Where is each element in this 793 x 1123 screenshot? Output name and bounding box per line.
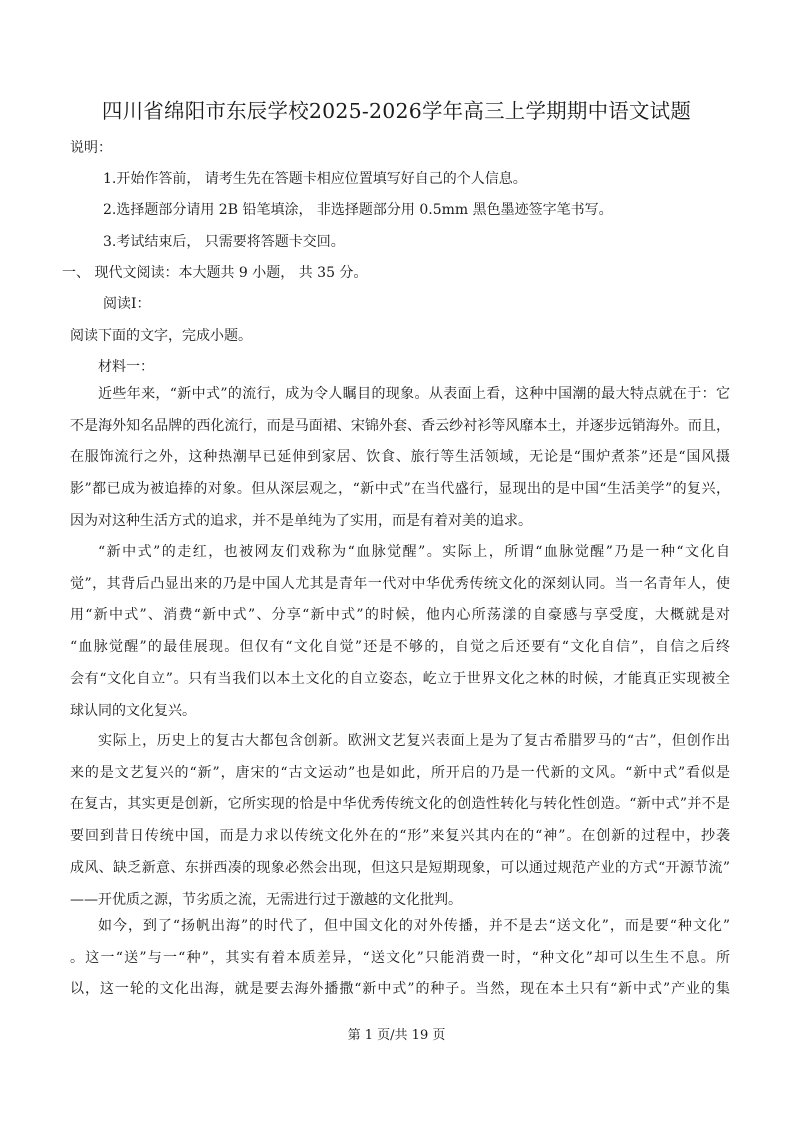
instruction-item: 3.考试结束后， 只需要将答题卡交回。 <box>103 234 345 250</box>
paragraph-line: 在服饰流行之外，这种热潮早已延伸到家居、饮食、旅行等生活领域，无论是“围炉煮茶”还是“国风摄 <box>70 449 730 466</box>
paragraph-line: 。这一“送”与一“种”，其实有着本质差异，“送文化”只能消费一时，“种文化”却可以生生不息。所 <box>70 949 730 966</box>
instruction-item: 1.开始作答前， 请考生先在答题卡相应位置填写好自己的个人信息。 <box>103 171 527 187</box>
paragraph-line: 实际上，历史上的复古大都包含创新。欧洲文艺复兴表面上是为了复古希腊罗马的“古”，但创作出 <box>98 733 730 749</box>
paragraph-line: 来的是文艺复兴的“新”，唐宋的“古文运动”也是如此，所开启的乃是一代新的文风。“新中式”看似是 <box>70 764 730 781</box>
paragraph-line: 不是海外知名品牌的西化流行，而是马面裙、宋锦外套、香云纱衬衫等风靡本土，并逐步远销海外。而且， <box>70 417 730 434</box>
paragraph-line: 球认同的文化复兴。 <box>70 702 196 719</box>
paragraph-line: 成风、缺乏新意、东拼西凑的现象必然会出现，但这只是短期现象，可以通过规范产业的方式“开源节流” <box>70 859 730 876</box>
page-title: 四川省绵阳市东辰学校2025-2026学年高三上学期期中语文试题 <box>101 99 692 123</box>
paragraph-line: 在复古，其实更是创新，它所实现的恰是中华优秀传统文化的创造性转化与转化性创造。“新中式”并不是 <box>70 796 730 813</box>
paragraph-line: 觉”，其背后凸显出来的乃是中国人尤其是青年一代对中华优秀传统文化的深刻认同。当一名青年人，使 <box>70 575 730 592</box>
paragraph-line: 用“新中式”、消费“新中式”、分享“新中式”的时候，他内心所荡漾的自豪感与享受度，大概就是对 <box>70 607 730 624</box>
paragraph-line: ——开优质之源，节劣质之流，无需进行过于激越的文化批判。 <box>70 891 462 908</box>
paragraph <box>70 379 730 538</box>
paragraph-line: “新中式”的走红，也被网友们戏称为“血脉觉醒”。实际上，所谓“血脉觉醒”乃是一种“文化自 <box>98 544 730 560</box>
paragraph-line: 会有“文化自立”。只有当我们以本土文化的自立姿态，屹立于世界文化之林的时候，才能真正实现被全 <box>70 670 730 687</box>
instructions-heading: 说明： <box>70 140 112 156</box>
paragraph <box>70 911 730 1006</box>
page-footer: 第 1 页/共 19 页 <box>347 1028 446 1043</box>
section-heading: 一、 现代文阅读：本大题共 9 小题， 共 35 分。 <box>62 265 368 281</box>
paragraph <box>70 537 730 727</box>
paragraph-line: 要回到昔日传统中国，而是力求以传统文化外在的“形”来复兴其内在的“神”。在创新的过程中，抄袭 <box>70 828 730 845</box>
instruction-item: 2.选择题部分请用 2B 铅笔填涂， 非选择题部分用 0.5mm 黑色墨迹签字笔书写。 <box>103 202 613 218</box>
material-label: 材料一： <box>98 359 154 375</box>
paragraph-line: 因为对这种生活方式的追求，并不是单纯为了实用，而是有着对美的追求。 <box>70 512 532 529</box>
reading-label: 阅读Ⅰ： <box>103 296 151 312</box>
paragraph-line: 影”都已成为被追捧的对象。但从深层观之，“新中式”在当代盛行，显现出的是中国“生活美学”的复兴， <box>70 481 730 498</box>
paragraph-line: 近些年来，“新中式”的流行，成为令人瞩目的现象。从表面上看，这种中国潮的最大特点就在于：它 <box>98 386 730 402</box>
paragraph-line: “血脉觉醒”的最佳展现。但仅有“文化自觉”还是不够的，自觉之后还要有“文化自信”，自信之后终 <box>70 639 730 656</box>
paragraph-line: 以，这一轮的文化出海，就是要去海外播撒“新中式”的种子。当然，现在本土只有“新中式”产业的集 <box>70 981 730 998</box>
paragraph <box>70 726 730 916</box>
reading-prompt: 阅读下面的文字，完成小题。 <box>70 328 252 344</box>
paragraph-line: 如今，到了“扬帆出海”的时代了，但中国文化的对外传播，并不是去“送文化”，而是要“种文化” <box>98 918 730 934</box>
